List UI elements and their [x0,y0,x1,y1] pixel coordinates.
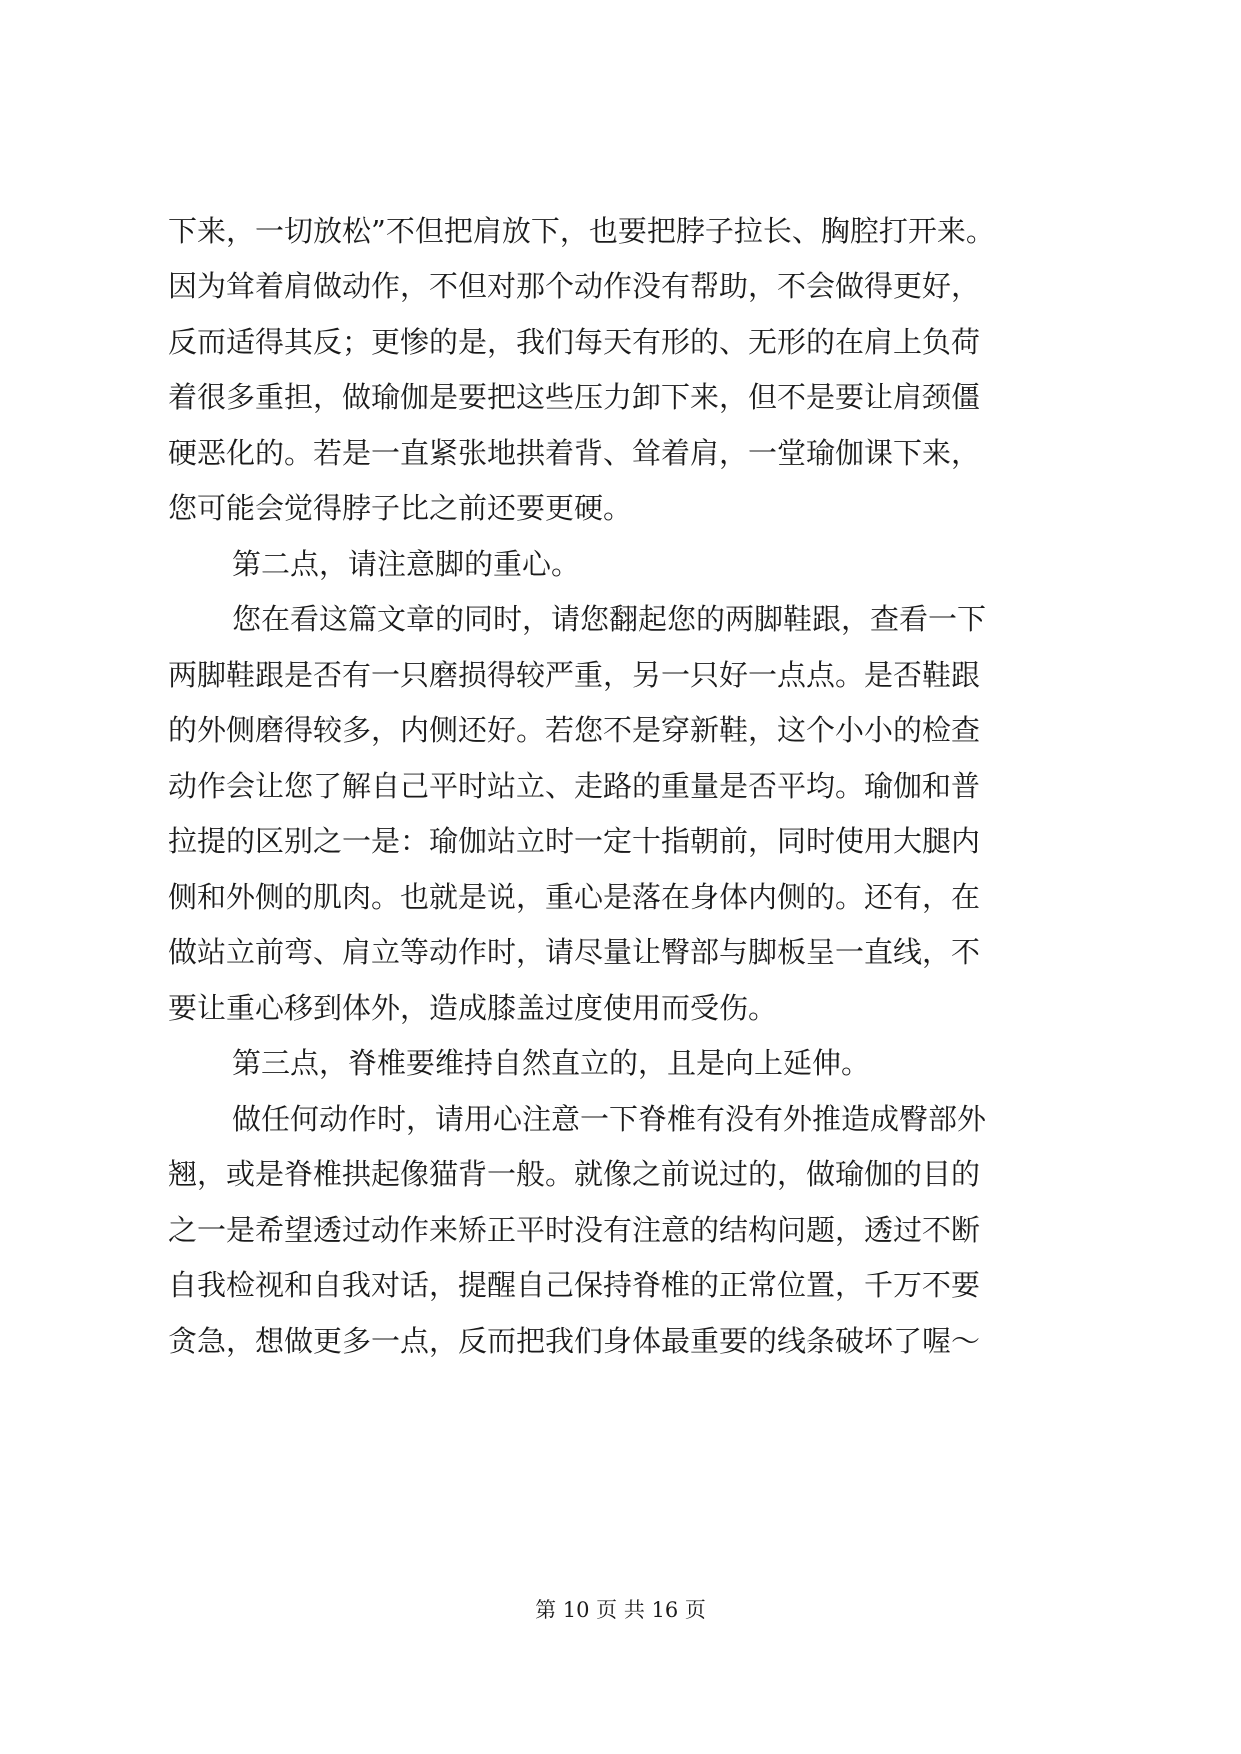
body-line: 您在看这篇文章的同时，请您翻起您的两脚鞋跟，查看一下 [232,602,987,636]
body-line: 要让重心移到体外，造成膝盖过度使用而受伤。 [168,991,778,1025]
body-line: 反而适得其反；更惨的是，我们每天有形的、无形的在肩上负荷 [168,325,981,359]
section-heading: 第三点，脊椎要维持自然直立的，且是向上延伸。 [232,1046,871,1080]
body-line: 下来，一切放松”不但把肩放下，也要把脖子拉长、胸腔打开来。 [168,214,995,248]
body-line: 做任何动作时，请用心注意一下脊椎有没有外推造成臀部外 [232,1102,987,1136]
body-line: 之一是希望透过动作来矫正平时没有注意的结构问题，透过不断 [168,1213,981,1247]
body-line: 做站立前弯、肩立等动作时，请尽量让臀部与脚板呈一直线，不 [168,935,981,969]
body-line: 两脚鞋跟是否有一只磨损得较严重，另一只好一点点。是否鞋跟 [168,658,981,692]
page-number-footer: 第 10 页 共 16 页 [535,1598,706,1622]
body-line: 贪急，想做更多一点，反而把我们身体最重要的线条破坏了喔～ [168,1324,981,1358]
body-line: 侧和外侧的肌肉。也就是说，重心是落在身体内侧的。还有，在 [168,880,981,914]
body-line: 因为耸着肩做动作，不但对那个动作没有帮助，不会做得更好， [168,269,981,303]
section-heading: 第二点，请注意脚的重心。 [232,547,581,581]
body-line: 硬恶化的。若是一直紧张地拱着背、耸着肩，一堂瑜伽课下来， [168,436,981,470]
body-line: 您可能会觉得脖子比之前还要更硬。 [168,491,633,525]
body-line: 拉提的区别之一是：瑜伽站立时一定十指朝前，同时使用大腿内 [168,824,981,858]
body-line: 着很多重担，做瑜伽是要把这些压力卸下来，但不是要让肩颈僵 [168,380,981,414]
body-line: 的外侧磨得较多，内侧还好。若您不是穿新鞋，这个小小的检查 [168,713,981,747]
body-line: 自我检视和自我对话，提醒自己保持脊椎的正常位置，千万不要 [168,1268,981,1302]
body-line: 动作会让您了解自己平时站立、走路的重量是否平均。瑜伽和普 [168,769,981,803]
body-line: 翘，或是脊椎拱起像猫背一般。就像之前说过的，做瑜伽的目的 [168,1157,981,1191]
